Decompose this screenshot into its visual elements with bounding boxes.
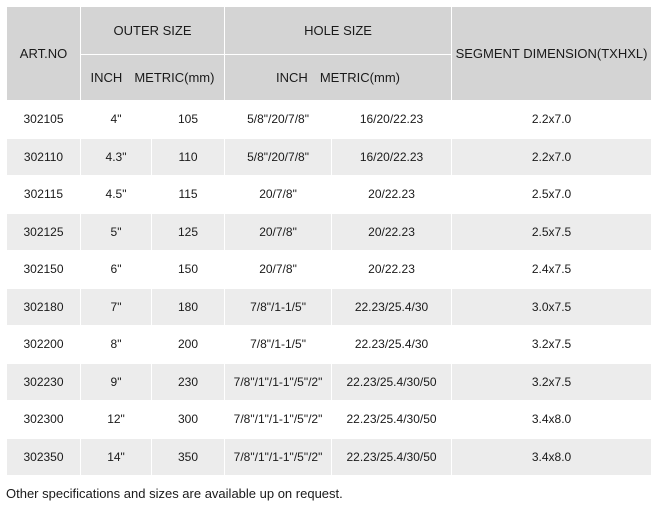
cell-art-no: 302200 [7, 326, 81, 364]
cell-outer-inch: 5" [81, 213, 152, 251]
header-outer-units [81, 55, 225, 101]
cell-segment: 3.2x7.5 [452, 363, 652, 401]
table-row [7, 326, 652, 364]
table-row [7, 363, 652, 401]
cell-outer-metric: 115 [152, 176, 225, 214]
cell-segment: 2.5x7.0 [452, 176, 652, 214]
footnote: Other specifications and sizes are available up on request. [6, 486, 343, 501]
cell-hole-metric: 16/20/22.23 [332, 138, 452, 176]
cell-art-no: 302150 [7, 251, 81, 289]
cell-outer-metric: 300 [152, 401, 225, 439]
cell-segment: 2.5x7.5 [452, 213, 652, 251]
cell-art-no: 302300 [7, 401, 81, 439]
header-art-no: ART.NO [7, 7, 81, 101]
cell-outer-inch: 4.3" [81, 138, 152, 176]
header-row-top [7, 7, 652, 55]
cell-art-no: 302115 [7, 176, 81, 214]
table-row [7, 288, 652, 326]
table-row [7, 251, 652, 289]
cell-hole-metric: 22.23/25.4/30/50 [332, 401, 452, 439]
cell-art-no: 302180 [7, 288, 81, 326]
cell-hole-metric: 20/22.23 [332, 213, 452, 251]
cell-art-no: 302350 [7, 438, 81, 476]
table-row [7, 213, 652, 251]
cell-outer-inch: 8" [81, 326, 152, 364]
cell-outer-inch: 14" [81, 438, 152, 476]
cell-hole-inch: 7/8"/1"/1-1"/5"/2" [225, 438, 332, 476]
cell-hole-metric: 20/22.23 [332, 176, 452, 214]
cell-segment: 3.4x8.0 [452, 401, 652, 439]
cell-hole-metric: 22.23/25.4/30 [332, 288, 452, 326]
cell-hole-metric: 16/20/22.23 [332, 101, 452, 139]
table-row [7, 101, 652, 139]
cell-segment: 2.4x7.5 [452, 251, 652, 289]
cell-hole-inch: 7/8"/1-1/5" [225, 326, 332, 364]
cell-segment: 2.2x7.0 [452, 138, 652, 176]
cell-hole-metric: 22.23/25.4/30/50 [332, 363, 452, 401]
table-row [7, 138, 652, 176]
cell-segment: 3.4x8.0 [452, 438, 652, 476]
cell-hole-inch: 20/7/8" [225, 213, 332, 251]
table-row [7, 438, 652, 476]
cell-hole-inch: 20/7/8" [225, 176, 332, 214]
header-segment-dimension: SEGMENT DIMENSION(TXHXL) [452, 7, 652, 101]
cell-outer-inch: 6" [81, 251, 152, 289]
cell-outer-metric: 230 [152, 363, 225, 401]
cell-hole-inch: 7/8"/1-1/5" [225, 288, 332, 326]
cell-segment: 3.2x7.5 [452, 326, 652, 364]
table-row [7, 401, 652, 439]
cell-outer-inch: 4" [81, 101, 152, 139]
table-row [7, 176, 652, 214]
table-body [7, 101, 652, 476]
cell-outer-metric: 105 [152, 101, 225, 139]
cell-art-no: 302230 [7, 363, 81, 401]
header-hole-units [225, 55, 452, 101]
cell-hole-inch: 7/8"/1"/1-1"/5"/2" [225, 401, 332, 439]
cell-art-no: 302105 [7, 101, 81, 139]
cell-outer-metric: 200 [152, 326, 225, 364]
cell-outer-inch: 7" [81, 288, 152, 326]
cell-art-no: 302125 [7, 213, 81, 251]
cell-outer-metric: 180 [152, 288, 225, 326]
cell-hole-metric: 22.23/25.4/30/50 [332, 438, 452, 476]
header-hole-inch: INCH [276, 70, 308, 85]
cell-hole-inch: 20/7/8" [225, 251, 332, 289]
header-hole-metric: METRIC(mm) [319, 70, 400, 85]
cell-hole-inch: 7/8"/1"/1-1"/5"/2" [225, 363, 332, 401]
cell-art-no: 302110 [7, 138, 81, 176]
cell-outer-metric: 150 [152, 251, 225, 289]
cell-outer-inch: 4.5" [81, 176, 152, 214]
cell-outer-metric: 350 [152, 438, 225, 476]
cell-outer-inch: 12" [81, 401, 152, 439]
cell-hole-metric: 22.23/25.4/30 [332, 326, 452, 364]
header-outer-size: OUTER SIZE [81, 7, 225, 55]
header-outer-metric: METRIC(mm) [134, 70, 215, 85]
cell-outer-inch: 9" [81, 363, 152, 401]
cell-hole-inch: 5/8"/20/7/8" [225, 101, 332, 139]
spec-table [6, 6, 652, 476]
cell-hole-inch: 5/8"/20/7/8" [225, 138, 332, 176]
cell-outer-metric: 125 [152, 213, 225, 251]
cell-outer-metric: 110 [152, 138, 225, 176]
header-hole-size: HOLE SIZE [225, 7, 452, 55]
cell-hole-metric: 20/22.23 [332, 251, 452, 289]
cell-segment: 2.2x7.0 [452, 101, 652, 139]
header-outer-inch: INCH [90, 70, 123, 85]
cell-segment: 3.0x7.5 [452, 288, 652, 326]
